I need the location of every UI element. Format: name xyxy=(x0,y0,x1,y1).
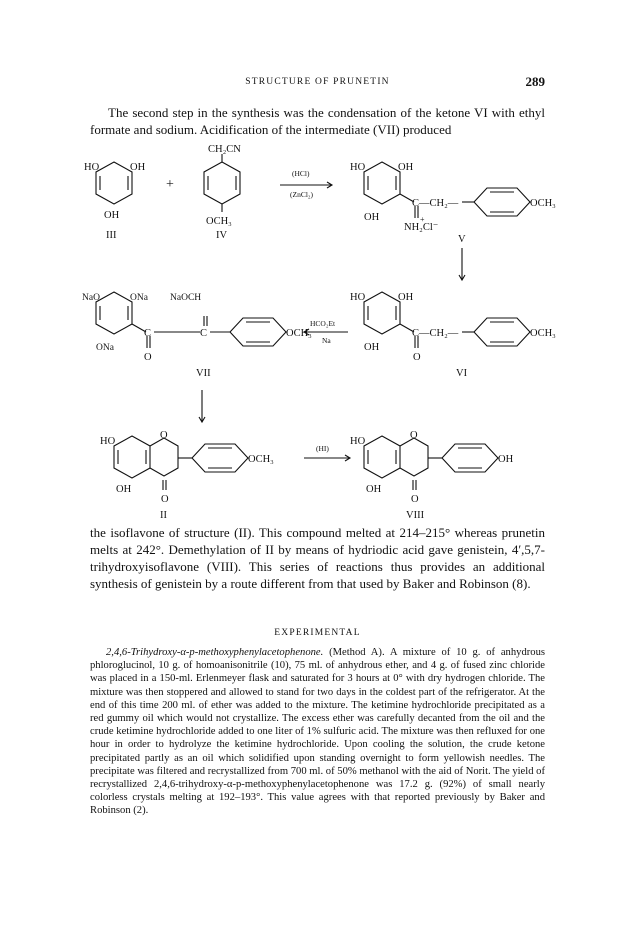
V-oh-bottom: OH xyxy=(364,212,380,223)
VIII-label: VIII xyxy=(406,510,425,521)
compound-III-ring xyxy=(96,162,132,204)
compound-VII-ring-a xyxy=(96,292,132,334)
intro-paragraph xyxy=(90,104,545,138)
V-iminium: NH₂Cl⁻ xyxy=(404,222,439,233)
reagent-hcl: (HCl) xyxy=(292,169,310,178)
reagent-hi: (HI) xyxy=(316,444,329,453)
VI-ch2: C—CH₂— xyxy=(412,328,459,339)
VII-ona-bottom: ONa xyxy=(96,343,114,353)
IV-bottom: OCH₃ xyxy=(206,216,232,227)
VIII-oh-right: OH xyxy=(498,454,514,465)
page-header xyxy=(90,74,545,92)
experimental-paragraph xyxy=(90,646,545,818)
compound-VI-ring-a xyxy=(364,292,400,334)
III-ho: HO xyxy=(84,162,100,173)
VII-naoch: NaOCH xyxy=(170,293,202,303)
reagent-na: Na xyxy=(322,336,331,345)
page-number: 289 xyxy=(525,74,545,89)
VI-oh: OH xyxy=(398,292,414,303)
V-oh: OH xyxy=(398,162,414,173)
II-och3: OCH₃ xyxy=(248,454,274,465)
VII-nao: NaO xyxy=(82,293,100,303)
V-och3: OCH₃ xyxy=(530,198,556,209)
VII-ona: ONa xyxy=(130,293,148,303)
VI-o: O xyxy=(413,352,421,363)
VI-oh-bottom: OH xyxy=(364,342,380,353)
III-oh-bottom: OH xyxy=(104,210,120,221)
VII-c2: C xyxy=(200,328,208,339)
VII-o: O xyxy=(144,352,152,363)
experimental-body: (Method A). A mixture of 10 g. of anhydrous phloroglucinol, 10 g. of homoanisonitrile (10), 75 ml. of anhydrous ether, and 4 g. of fused zinc chloride was placed in a 150-ml. Erlenmeyer flask and saturated for 3 hours at 0° with dry hydrogen chloride. The mixture was then stoppered and allowed to stand for two days in the coldest part of the refrigerator. At the end of this time 200 ml. of ether was added to the mixture. The ketimine hydrochloride precipitated as a red gummy oil which would not crystallize. The excess ether was carefully decanted from the oil and the crude ketimine hydrochloride added to one liter of 1% sulfuric acid. The mixture was then refluxed for one hour in order to hydrolyze the ketimine hydrochloride. Upon cooling the solution, the crude ketone precipitated partly as an oil which solidified upon standing overnight to form yellowish needles. The precipitate was filtered and recrystallized from 700 ml. of 50% methanol with the aid of Norit. The yield of recrystallized 2,4,6-trihydroxy-α-p-methoxyphenylacetophenone was 17.2 g. (92%) of small nearly colorless crystals melting at 192–193°. This value agrees with that reported previously by Baker and Robinson (2). xyxy=(90,647,545,817)
reagent-zncl2: (ZnCl₂) xyxy=(290,190,314,199)
VII-och3: OCH₃ xyxy=(286,328,312,339)
VIII-o-ring: O xyxy=(410,430,418,441)
VIII-o: O xyxy=(411,494,419,505)
III-label: III xyxy=(106,230,117,241)
intro-text: The second step in the synthesis was the condensation of the ketone VI with ethyl formate and sodium. Acidification of the intermediate (VII) produced xyxy=(90,105,545,137)
VI-label: VI xyxy=(456,368,468,379)
result-paragraph: the isoflavone of structure (II). This compound melted at 214–215° whereas prunetin melts at 242°. Demethylation of II by means of hydriodic acid gave genistein, 4′,5,7-trihydroxyisoflavone (VIII). This series of reactions thus provides an additional synthesis of genistein by a route different from that used by Baker and Robinson (8). xyxy=(90,525,545,591)
VIII-ho: HO xyxy=(350,436,366,447)
II-o-ring: O xyxy=(160,430,168,441)
V-label: V xyxy=(458,234,466,245)
II-o: O xyxy=(161,494,169,505)
VIII-oh: OH xyxy=(366,484,382,495)
II-ho: HO xyxy=(100,436,116,447)
reagent-hco2et: HCO₂Et xyxy=(310,319,336,328)
experimental-compound-title: 2,4,6-Trihydroxy-α-p-methoxyphenylacetophenone. xyxy=(106,647,324,658)
III-oh: OH xyxy=(130,162,146,173)
VII-c1: C xyxy=(144,328,152,339)
compound-IV-ring xyxy=(204,162,240,204)
running-title: STRUCTURE OF PRUNETIN xyxy=(245,77,390,87)
compound-VIII-ring-a xyxy=(364,436,400,478)
V-ho: HO xyxy=(350,162,366,173)
VI-ho: HO xyxy=(350,292,366,303)
experimental-heading: EXPERIMENTAL xyxy=(274,628,361,638)
II-label: II xyxy=(160,510,167,521)
plus-sign: + xyxy=(166,177,174,192)
reaction-scheme xyxy=(82,140,556,521)
compound-V-ring-a xyxy=(364,162,400,204)
IV-label: IV xyxy=(216,230,228,241)
II-oh: OH xyxy=(116,484,132,495)
V-plus: + xyxy=(420,215,425,224)
IV-top: CH₂CN xyxy=(208,144,241,155)
VI-och3: OCH₃ xyxy=(530,328,556,339)
V-ch2: C—CH₂— xyxy=(412,198,459,209)
VII-label: VII xyxy=(196,368,211,379)
compound-II-ring-a xyxy=(114,436,150,478)
